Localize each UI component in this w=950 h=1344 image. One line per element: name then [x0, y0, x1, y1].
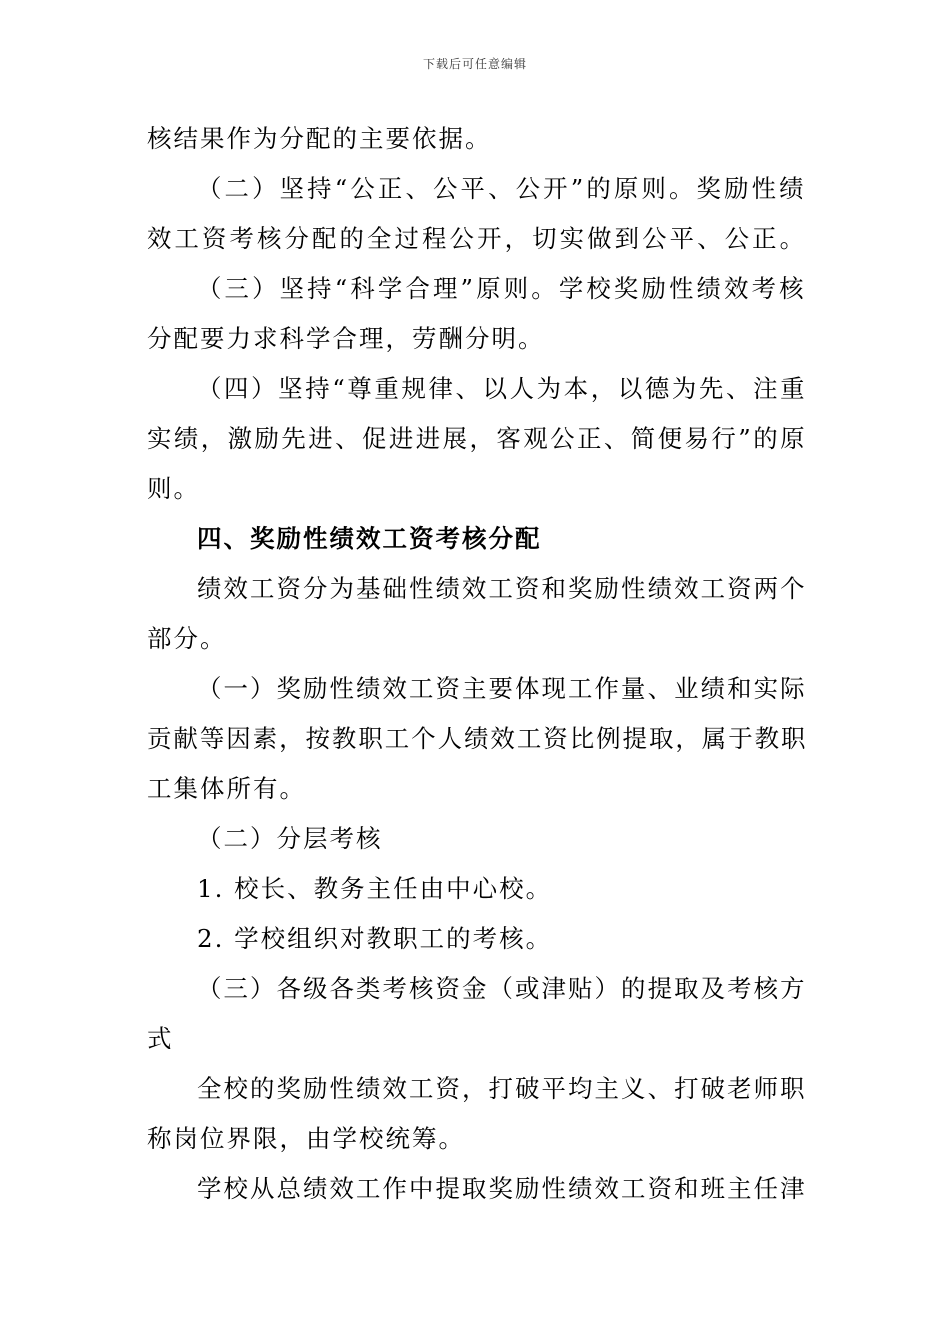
paragraph-line: 工集体所有。: [147, 774, 306, 803]
list-item: 1. 校长、教务主任由中心校。: [197, 874, 553, 903]
paragraph-line: 部分。: [147, 624, 227, 653]
paragraph-line: 贡献等因素，按教职工个人绩效工资比例提取，属于教职: [147, 724, 808, 753]
paragraph-line: 绩效工资分为基础性绩效工资和奖励性绩效工资两个: [197, 574, 807, 603]
paragraph-line: 全校的奖励性绩效工资，打破平均主义、打破老师职: [197, 1074, 807, 1103]
paragraph-line: （二）坚持“公正、公平、公开”的原则。奖励性绩: [197, 174, 807, 203]
subheading-line: （二）分层考核: [197, 824, 383, 853]
paragraph-line: （三）坚持“科学合理”原则。学校奖励性绩效考核: [197, 274, 807, 303]
paragraph-line: 学校从总绩效工作中提取奖励性绩效工资和班主任津: [197, 1174, 807, 1203]
paragraph-line: 称岗位界限，由学校统筹。: [147, 1124, 465, 1153]
paragraph-line: 实绩，激励先进、促进进展，客观公正、简便易行”的原: [147, 424, 807, 453]
paragraph-line: 核结果作为分配的主要依据。: [147, 124, 492, 153]
paragraph-line: （四）坚持“尊重规律、以人为本，以德为先、注重: [197, 374, 808, 403]
list-item: 2. 学校组织对教职工的考核。: [197, 924, 553, 953]
section-heading: 四、奖励性绩效工资考核分配: [197, 524, 542, 553]
paragraph-line: 效工资考核分配的全过程公开，切实做到公平、公正。: [147, 224, 808, 253]
paragraph-line: 分配要力求科学合理，劳酬分明。: [147, 324, 545, 353]
paragraph-line: （一）奖励性绩效工资主要体现工作量、业绩和实际: [197, 674, 807, 703]
header-note: 下载后可任意编辑: [422, 57, 527, 71]
paragraph-line: 式: [147, 1024, 174, 1053]
paragraph-line: （三）各级各类考核资金（或津贴）的提取及考核方: [197, 974, 807, 1003]
paragraph-line: 则。: [147, 474, 200, 503]
